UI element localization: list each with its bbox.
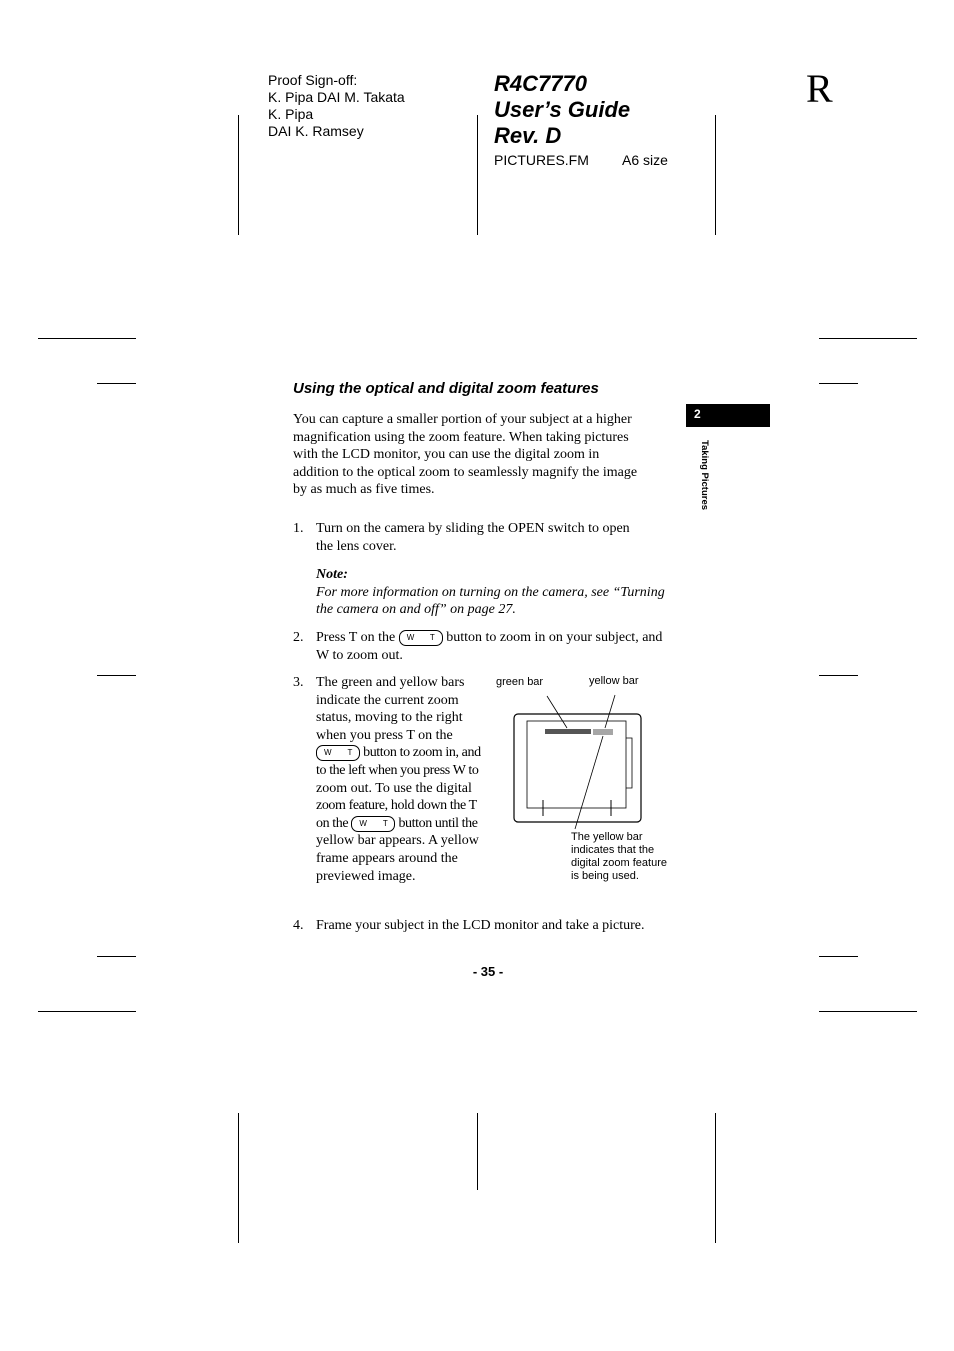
doc-title: R4C7770 User’s Guide Rev. D bbox=[494, 71, 631, 148]
crop-mark bbox=[715, 1113, 716, 1243]
crop-mark bbox=[819, 956, 858, 957]
crop-mark bbox=[477, 115, 478, 235]
figure-caption: The yellow bar indicates that the digital zoom feature is being used. bbox=[571, 831, 667, 882]
proof-signoff: Proof Sign-off: K. Pipa DAI M. Takata K. Pipa DAI K. Ramsey bbox=[268, 72, 405, 139]
green-bar-callout bbox=[547, 696, 567, 728]
crop-mark bbox=[819, 675, 858, 676]
crop-mark bbox=[97, 675, 136, 676]
crop-mark bbox=[97, 383, 136, 384]
step-4: 4. Frame your subject in the LCD monitor and take a picture. bbox=[293, 918, 645, 933]
corner-mark: R bbox=[806, 66, 833, 111]
note: Note: For more information on turning on the camera, see “Turning the camera on and off” on page 27. bbox=[316, 567, 665, 618]
zoom-button-icon: W T bbox=[316, 745, 360, 761]
step-3: 3. The green and yellow bars indicate the current zoom status, moving to the right when you press T on the W T button to zoom in, and to the left when you press W to zoom out. To use the digital zoom feature, hold down the T on the W T button until the yellow bar appears. A yellow frame appears around the previewed image. bbox=[293, 675, 481, 884]
note-label: Note: bbox=[316, 567, 348, 582]
chapter-number: 2 bbox=[694, 407, 701, 421]
file-name: PICTURES.FM bbox=[494, 152, 589, 168]
page-size: A6 size bbox=[622, 152, 668, 168]
zoom-button-icon: W T bbox=[399, 630, 443, 646]
page-number: - 35 - bbox=[472, 964, 504, 979]
yellow-bar bbox=[594, 729, 612, 735]
step-1: 1. Turn on the camera by sliding the OPEN switch to open the lens cover. bbox=[293, 521, 630, 554]
crop-mark bbox=[238, 115, 239, 235]
lcd-monitor-figure bbox=[505, 690, 655, 830]
step-2: 2. Press T on the W T button to zoom in on your subject, and W to zoom out. bbox=[293, 630, 663, 663]
crop-mark bbox=[477, 1113, 478, 1190]
lcd-screen bbox=[527, 721, 626, 808]
yellow-bar-callout bbox=[605, 695, 615, 728]
lcd-hinge bbox=[626, 738, 632, 788]
section-heading: Using the optical and digital zoom features bbox=[293, 380, 599, 397]
caption-callout bbox=[575, 736, 603, 829]
crop-mark bbox=[819, 383, 858, 384]
crop-mark bbox=[97, 956, 136, 957]
crop-mark bbox=[715, 115, 716, 235]
chapter-tab bbox=[686, 404, 770, 427]
green-bar bbox=[545, 729, 591, 734]
crop-mark bbox=[238, 1113, 239, 1243]
zoom-button-icon: W T bbox=[351, 816, 395, 832]
crop-mark bbox=[819, 1011, 917, 1012]
chapter-label-wrap bbox=[698, 440, 710, 530]
crop-mark bbox=[38, 1011, 136, 1012]
green-bar-label: green bar bbox=[496, 676, 544, 688]
crop-mark bbox=[38, 338, 136, 339]
chapter-label: Taking Pictures bbox=[699, 440, 710, 511]
yellow-bar-label: yellow bar bbox=[589, 675, 639, 687]
crop-mark bbox=[819, 338, 917, 339]
intro-paragraph: You can capture a smaller portion of your subject at a higher magnification using the zoom feature. When taking pictures with the LCD monitor, you can use the digital zoom in addition to the optical zoom to seamlessly magnify the image by as much as five times. bbox=[293, 412, 638, 498]
